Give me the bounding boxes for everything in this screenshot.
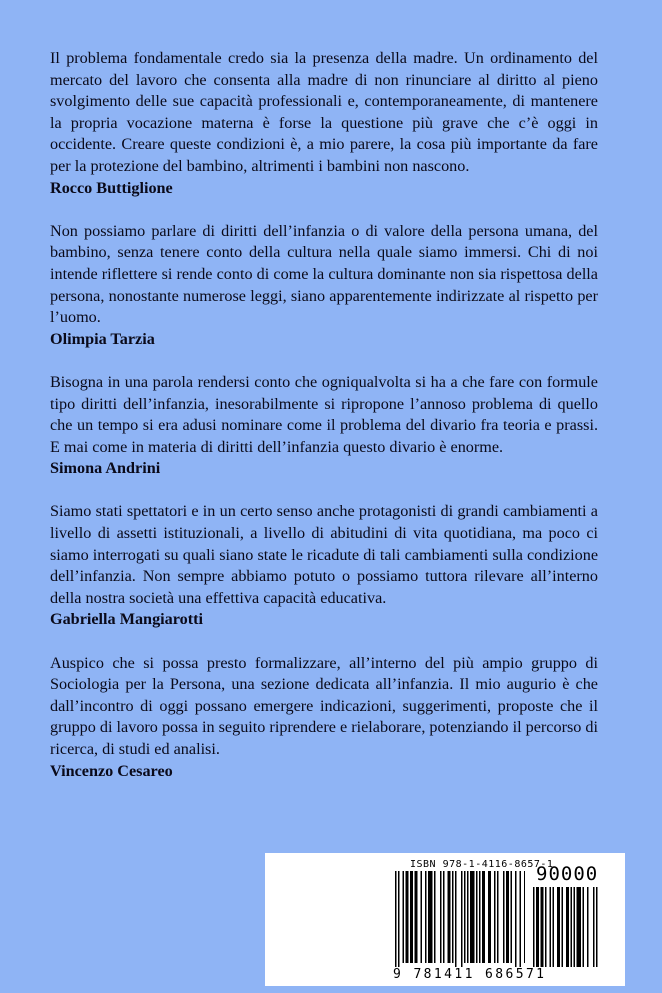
barcode-bar xyxy=(470,871,475,963)
barcode-bar xyxy=(511,871,513,963)
barcode-bar xyxy=(452,871,454,963)
price-addon-digits: 90000 xyxy=(536,863,599,885)
barcode-bar xyxy=(562,887,564,967)
quote-block xyxy=(50,501,598,631)
quote-block xyxy=(50,372,598,480)
barcode-bar xyxy=(494,871,496,963)
quote-author: Simona Andrini xyxy=(50,459,161,478)
barcode-bar xyxy=(428,871,433,963)
barcode-bar xyxy=(410,871,413,963)
barcode-bar xyxy=(583,887,585,967)
barcode-bar xyxy=(467,871,469,963)
ean-digits: 9 781411 686571 xyxy=(393,967,547,982)
barcode-bar xyxy=(515,871,517,971)
quote-text: Siamo stati spettatori e in un certo senso anche protagonisti di grandi cambiamenti a livello di assetti istituzionali, a livello di abitudini di vita quotidiana, ma poco ci siamo interrogati su quali siano state le ricadute di tali cambiamenti sulla condizione dell’infanzia. Non sempre abbiamo potuto o possiamo tuttora rilevare all’interno della nostra società una effettiva capacità educativa. xyxy=(50,502,598,607)
barcode-bar xyxy=(415,871,418,963)
quote-block xyxy=(50,221,598,351)
barcode-bar xyxy=(566,887,569,967)
addon-bars xyxy=(533,887,615,977)
barcode-bar xyxy=(553,887,555,967)
quote-author: Olimpia Tarzia xyxy=(50,329,155,348)
quote-text: Non possiamo parlare di diritti dell’infanzia o di valore della persona umana, del bambino, senza tenere conto della cultura nella quale siamo immersi. Chi di noi intende riflettere si rende conto di come la cultura dominante non sia rispettosa della persona, nonostante numerose leggi, siano apparentemente indirizzate al rispetto per l’uomo. xyxy=(50,221,598,327)
barcode-bar xyxy=(587,887,589,967)
barcode-bar xyxy=(425,871,427,963)
barcode-bar xyxy=(497,871,499,963)
barcode-bar xyxy=(421,871,423,963)
barcode-bar xyxy=(476,871,478,963)
quote-author: Rocco Buttiglione xyxy=(50,178,173,197)
barcode-bar xyxy=(577,887,582,967)
barcode-bar xyxy=(541,887,544,967)
barcode-bar xyxy=(503,871,505,963)
barcode-bar xyxy=(488,871,491,963)
barcode-bar xyxy=(506,871,509,963)
barcode-bar xyxy=(434,871,436,963)
barcode-bar xyxy=(464,871,466,963)
quote-author: Vincenzo Cesareo xyxy=(50,761,173,780)
barcode-bar xyxy=(545,887,547,967)
quote-block xyxy=(50,653,598,783)
barcode-bar xyxy=(596,887,598,967)
barcode-bar xyxy=(571,887,573,967)
quote-text: Il problema fondamentale credo sia la presenza della madre. Un ordinamento del mercato del lavoro che consenta alla madre di non rinunciare al diritto al pieno svolgimento delle sue capacità professionali e, contemporaneamente, di mantenere la propria vocazione materna è forse la questione più grave che c’è oggi in occidente. Creare queste condizioni è, a mio parere, la cosa più importante da fare per la protezione del bambino, altrimenti i bambini non nascono. xyxy=(50,49,598,175)
barcode-bar xyxy=(406,871,409,963)
barcode-bar xyxy=(395,871,397,971)
barcode-bar xyxy=(443,871,445,963)
barcode-bar xyxy=(448,871,451,963)
barcode-bar xyxy=(524,871,525,963)
barcode-bar xyxy=(593,887,595,967)
quote-author: Gabriella Mangiarotti xyxy=(50,610,204,629)
barcode-bar xyxy=(479,871,481,963)
barcode-bar xyxy=(536,887,539,967)
barcode-bar xyxy=(520,871,522,971)
barcode-bar xyxy=(440,871,442,963)
barcode-bar xyxy=(461,871,463,971)
quote-block xyxy=(50,48,598,199)
barcode-bar xyxy=(574,887,576,967)
barcode-bar xyxy=(557,887,560,967)
barcode-bar xyxy=(455,871,457,971)
barcode-bar xyxy=(403,871,405,963)
quotes-column xyxy=(50,48,598,804)
quote-text: Bisogna in una parola rendersi conto che ogniqualvolta si ha a che fare con formule tipo diritti dell’infanzia, inesorabilmente si ripropone l’annoso problema di quello che un tempo si era adusi nominare come il problema del divario fra teoria e prassi. E mai come in materia di diritti dell’infanzia questo divario è enorme. xyxy=(50,372,598,456)
quote-text: Auspico che si possa presto formalizzare, all’interno del più ampio gruppo di Sociologia per la Persona, una sezione dedicata all’infanzia. Il mio augurio è che dall’incontro di oggi possano emergere indicazioni, suggerimenti, proposte che il gruppo di lavoro possa in seguito riprendere e rielaborare, potenziando il percorso di ricerca, di studi ed analisi. xyxy=(50,653,598,758)
barcode-bar xyxy=(533,887,535,967)
barcode-bar xyxy=(398,871,400,971)
ean-bars xyxy=(395,871,525,975)
barcode-bar xyxy=(550,887,552,967)
isbn-label: ISBN 978-1-4116-8657-1 xyxy=(410,859,554,870)
isbn-barcode xyxy=(265,853,625,986)
barcode-bar xyxy=(482,871,485,963)
